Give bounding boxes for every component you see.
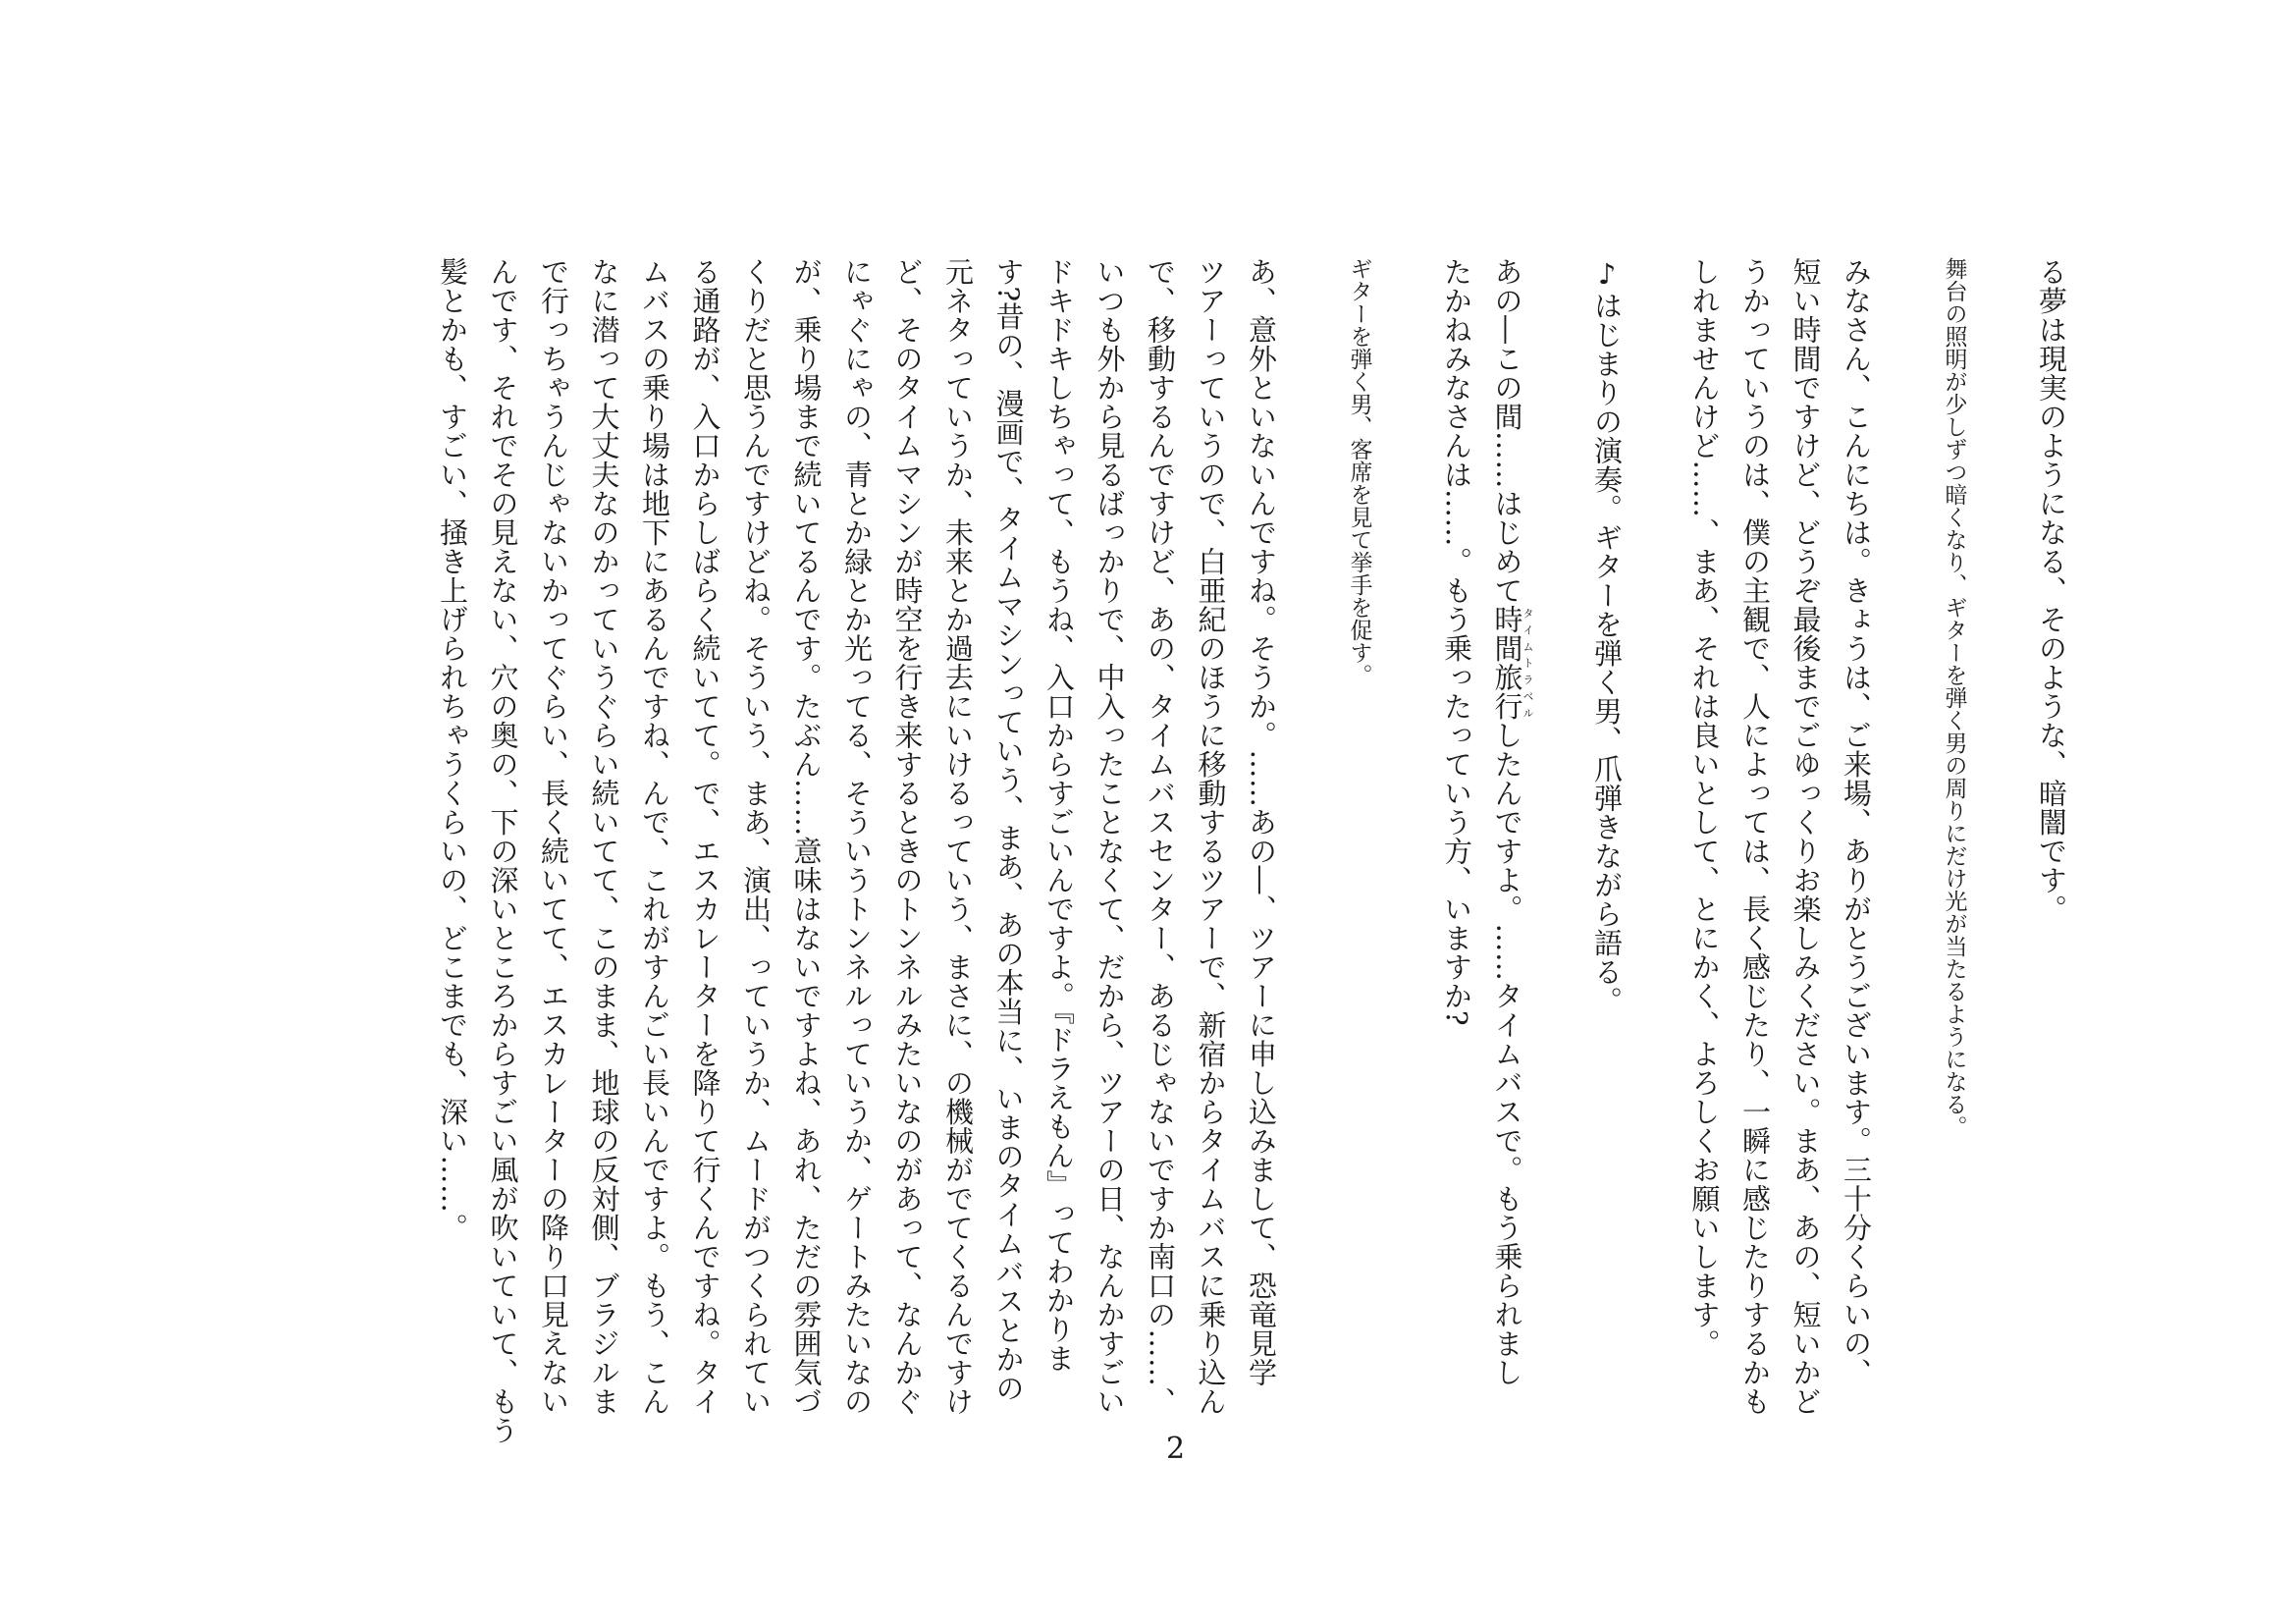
paragraph-gap — [1979, 257, 2026, 1494]
paragraph-gap — [1286, 257, 1333, 1494]
text-line: にゃぐにゃの、青とか緑とか光ってる、そういうトンネルっていうか、ゲートみたいなの — [840, 257, 874, 1416]
page-number: 2 — [1166, 1432, 1186, 1466]
paragraph-gap — [1384, 257, 1431, 1494]
text-line: る通路が、入口からしばらく続いてて。で、エスカレーターを降りて行くんですね。タイ — [688, 257, 722, 1416]
text-line: ど、そのタイムマシンが時空を行き来するときのトンネルみたいなのがあって、なんかぐ — [890, 257, 925, 1416]
text-line: で行っちゃうんじゃないかってぐらい、長く続いてて、エスカレーターの降り口見えない — [537, 257, 570, 1416]
text-line: 短い時間ですけど、どうぞ最後までごゆっくりお楽しみください。まあ、あの、短いかど — [1789, 257, 1823, 1416]
paragraph-gap — [1881, 257, 1928, 1494]
text-line: ツアーっていうので、白亜紀のほうに移動するツアーで、新宿からタイムバスに乗り込ん — [1194, 257, 1228, 1416]
text-line: たかねみなさんは……。もう乗ったっていう方、いますか? — [1440, 257, 1473, 1027]
text-line: ムバスの乗り場は地下にあるんですね、んで、これがすんごい長いんですよ。もう、こん — [638, 257, 671, 1416]
text-line: ドキドキしちゃって、もうね、入口からすごいんですよ。『ドラえもん』ってわかりま — [1042, 257, 1076, 1373]
text-line-with-ruby — [1481, 257, 1534, 1494]
text-segment: したんですよ。……タイムバスで。もう乗られまし — [1490, 721, 1524, 1387]
ruby-base: 時間旅行 — [1490, 605, 1524, 721]
text-line: す?昔の、漫画で、タイムマシンっていう、まあ、あの本当に、いまのタイムバスとかの — [991, 257, 1026, 1403]
text-line: が、乗り場まで続いてるんです。たぶん……意味はないですよね、あれ、ただの雰囲気づ — [789, 257, 824, 1416]
vertical-text-block — [427, 257, 2077, 1494]
text-line: みなさん、こんにちは。きょうは、ご来場、ありがとうございます。三十分くらいの、 — [1840, 257, 1873, 1387]
stage-direction: ギターを弾く男、客席を見て挙手を促す。 — [1346, 257, 1372, 686]
text-segment: あの―この間……はじめて — [1490, 257, 1524, 605]
paragraph-gap — [1534, 257, 1581, 1494]
text-line: いつも外から見るばっかりで、中入ったことなくて、だから、ツアーの日、なんかすごい — [1093, 257, 1127, 1416]
text-line: くりだと思うんですけどね。そういう、まあ、演出、っていうか、ムードがつくられてい — [739, 257, 773, 1416]
text-line: しれませんけど……、まあ、それは良いとして、とにかく、よろしくお願いします。 — [1687, 257, 1722, 1358]
stage-direction: ♪はじまりの演奏。ギターを弾く男、爪弾きながら語る。 — [1590, 257, 1624, 1015]
text-line: うかっていうのは、僕の主観で、人によっては、長く感じたり、一瞬に感じたりするかも — [1738, 257, 1772, 1416]
stage-direction: 舞台の照明が少しずつ暗くなり、ギターを弾く男の周りにだけ光が当たるようになる。 — [1941, 257, 1967, 1138]
ruby-word — [1490, 605, 1534, 721]
text-line: る夢は現実のようになる、そのような、暗闇です。 — [2035, 257, 2068, 924]
text-line: で、移動するんですけど、あの、タイムバスセンター、あるじゃないですか南口の……、 — [1144, 257, 1177, 1416]
text-line: 髪とかも、すごい、掻き上げられちゃうくらいの、どこまでも、深い……。 — [436, 257, 469, 1242]
paragraph-gap — [1631, 257, 1679, 1494]
text-line: 元ネタっていうか、未来とか過去にいけるっていう、まさに、の機械がでてくるんですけ — [941, 257, 975, 1416]
text-line: んです、それでその見えない、穴の奥の、下の深いところからすごい風が吹いていて、もう — [486, 257, 520, 1445]
text-line: あ、意外といないんですね。そうか。……あの―、ツアーに申し込みまして、恐竜見学 — [1245, 257, 1278, 1387]
ruby-annotation: タイムトラベル — [1522, 605, 1534, 721]
text-line: なに潜って大丈夫なのかっていうぐらい続いてて、このまま、地球の反対側、ブラジルま — [587, 257, 621, 1416]
